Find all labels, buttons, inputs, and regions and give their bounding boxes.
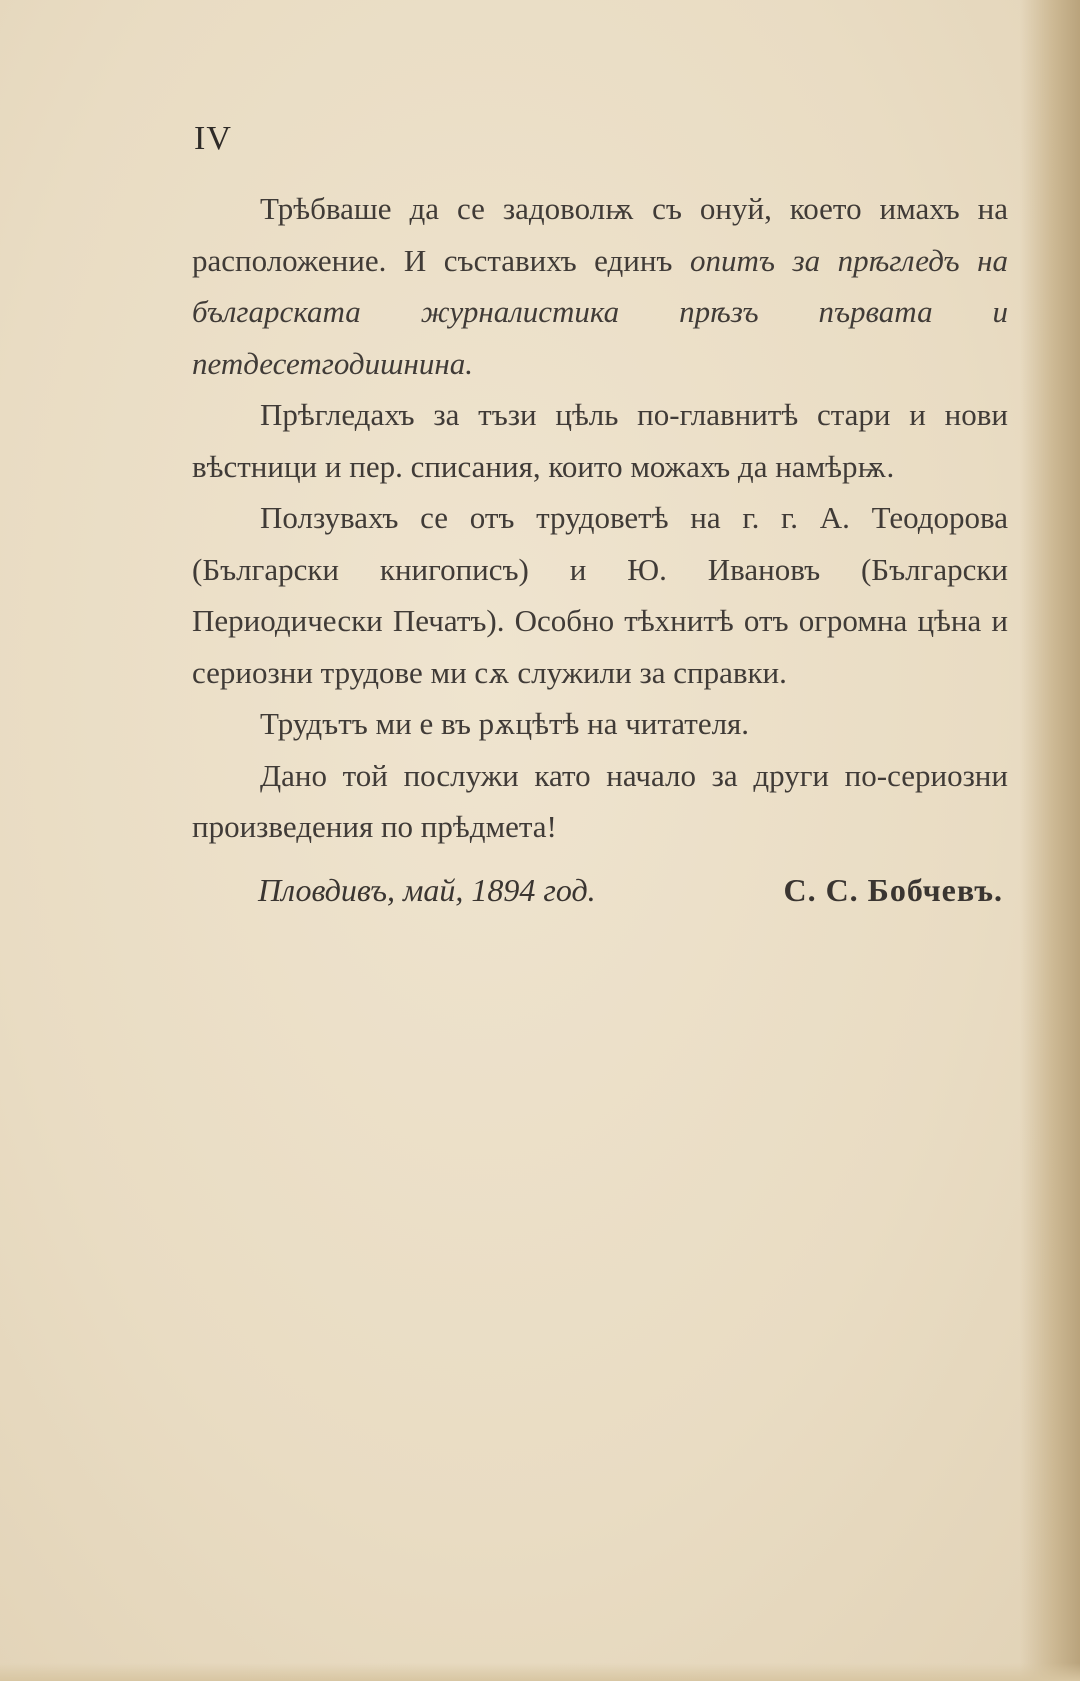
paragraph-1-lead: Трѣбваше да се задоволѭ съ онуй, което имахъ на расположение. И съставихъ единъ [192, 191, 1008, 278]
place-and-date: Пловдивъ, май, 1894 год. [258, 872, 596, 908]
paragraph-4: Трудътъ ми е въ рѫцѣтѣ на читателя. [260, 706, 750, 741]
paragraph-3: Ползувахъ се отъ трудоветѣ на г. г. А. Теодорова (Български книгописъ) и Ю. Ивановъ (Български Периодически Печатъ). Особно тѣхнитѣ отъ огромна цѣна и сериозни трудове ми сѫ служили за справки. [192, 500, 1008, 690]
paragraph-1-italic-title: опитъ за прѣгледъ на българската журналистика прѣзъ първата и петдесетгодишнина. [192, 242, 1009, 381]
author-name: С. С. Бобчевъ. [783, 872, 1003, 908]
paragraph-5: Дано той послужи като начало за други по-сериозни произведения по прѣдмета! [192, 757, 1008, 844]
page-bottom-edge [0, 1663, 1080, 1681]
page-spine-shadow [1020, 0, 1080, 1681]
body-text [192, 183, 1008, 853]
paragraph-2: Прѣгледахъ за тъзи цѣль по-главнитѣ стари и нови вѣстници и пер. списания, които можахъ да намѣрѭ. [192, 397, 1008, 484]
signature-line [258, 872, 1003, 909]
paragraph-1 [192, 183, 1008, 389]
page-number: IV [194, 120, 232, 157]
